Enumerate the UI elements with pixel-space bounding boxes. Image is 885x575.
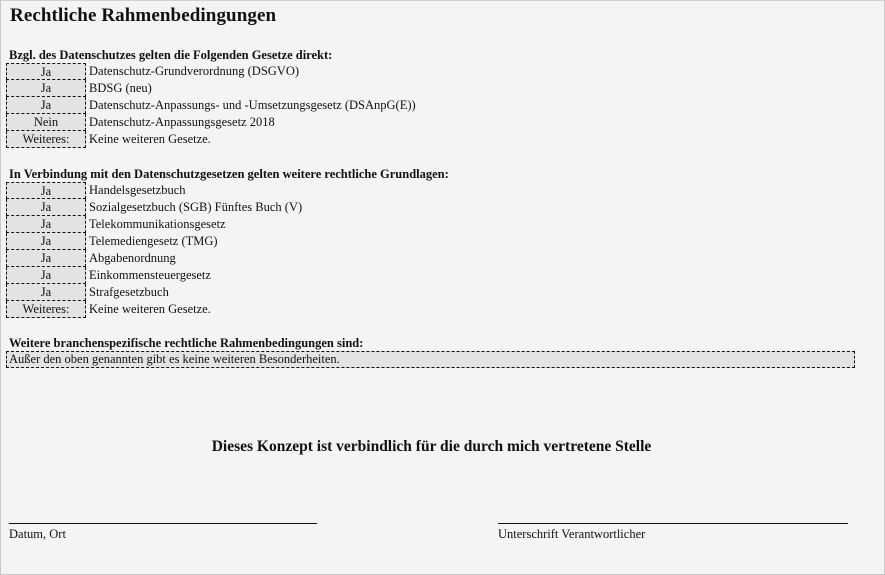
law-row — [6, 114, 416, 131]
status-field[interactable]: Ja — [6, 233, 86, 250]
binding-statement: Dieses Konzept ist verbindlich für die durch mich vertretene Stelle — [211, 438, 652, 455]
section-heading-direct-laws: Bzgl. des Datenschutzes gelten die Folgenden Gesetze direkt: — [9, 48, 333, 62]
section-heading-further-laws: In Verbindung mit den Datenschutzgesetzen gelten weitere rechtliche Grundlagen: — [9, 167, 449, 181]
law-row — [6, 267, 302, 284]
direct-laws-list — [6, 63, 416, 148]
status-field[interactable]: Ja — [6, 199, 86, 216]
law-label: Abgabenordnung — [89, 251, 176, 265]
law-row — [6, 97, 416, 114]
status-field[interactable]: Weiteres: — [6, 131, 86, 148]
law-row — [6, 301, 302, 318]
law-label: BDSG (neu) — [89, 81, 152, 95]
status-field[interactable]: Ja — [6, 63, 86, 80]
law-label: Datenschutz-Anpassungsgesetz 2018 — [89, 115, 275, 129]
law-label: Datenschutz-Grundverordnung (DSGVO) — [89, 64, 300, 78]
law-row — [6, 250, 302, 267]
law-row — [6, 80, 416, 97]
signature-label: Unterschrift Verantwortlicher — [498, 527, 646, 541]
status-field[interactable]: Ja — [6, 97, 86, 114]
law-label[interactable]: Keine weiteren Gesetze. — [89, 132, 211, 146]
law-label: Telekommunikationsgesetz — [89, 217, 226, 231]
page-title: Rechtliche Rahmenbedingungen — [10, 5, 277, 26]
status-field[interactable]: Ja — [6, 80, 86, 97]
signature-line — [498, 523, 848, 524]
law-label: Sozialgesetzbuch (SGB) Fünftes Buch (V) — [89, 200, 303, 214]
further-laws-list — [6, 182, 302, 318]
status-field[interactable]: Weiteres: — [6, 301, 86, 318]
date-place-line — [9, 523, 317, 524]
status-field[interactable]: Ja — [6, 267, 86, 284]
status-field[interactable]: Ja — [6, 250, 86, 267]
law-row — [6, 233, 302, 250]
status-field[interactable]: Ja — [6, 216, 86, 233]
law-label: Strafgesetzbuch — [89, 285, 169, 299]
law-label: Telemediengesetz (TMG) — [89, 234, 218, 248]
law-row — [6, 182, 302, 199]
status-field[interactable]: Ja — [6, 284, 86, 301]
law-label: Einkommensteuergesetz — [89, 268, 211, 282]
law-label: Handelsgesetzbuch — [89, 183, 186, 197]
status-field[interactable]: Ja — [6, 182, 86, 199]
law-row — [6, 199, 302, 216]
section-heading-industry-specific: Weitere branchenspezifische rechtliche Rahmenbedingungen sind: — [9, 336, 364, 350]
date-place-label: Datum, Ort — [9, 527, 66, 541]
law-row — [6, 131, 416, 148]
industry-specific-field[interactable]: Außer den oben genannten gibt es keine weiteren Besonderheiten. — [6, 351, 855, 368]
law-label[interactable]: Keine weiteren Gesetze. — [89, 302, 211, 316]
law-label: Datenschutz-Anpassungs- und -Umsetzungsgesetz (DSAnpG(E)) — [89, 98, 416, 112]
status-field[interactable]: Nein — [6, 114, 86, 131]
law-row — [6, 216, 302, 233]
law-row — [6, 284, 302, 301]
law-row — [6, 63, 416, 80]
